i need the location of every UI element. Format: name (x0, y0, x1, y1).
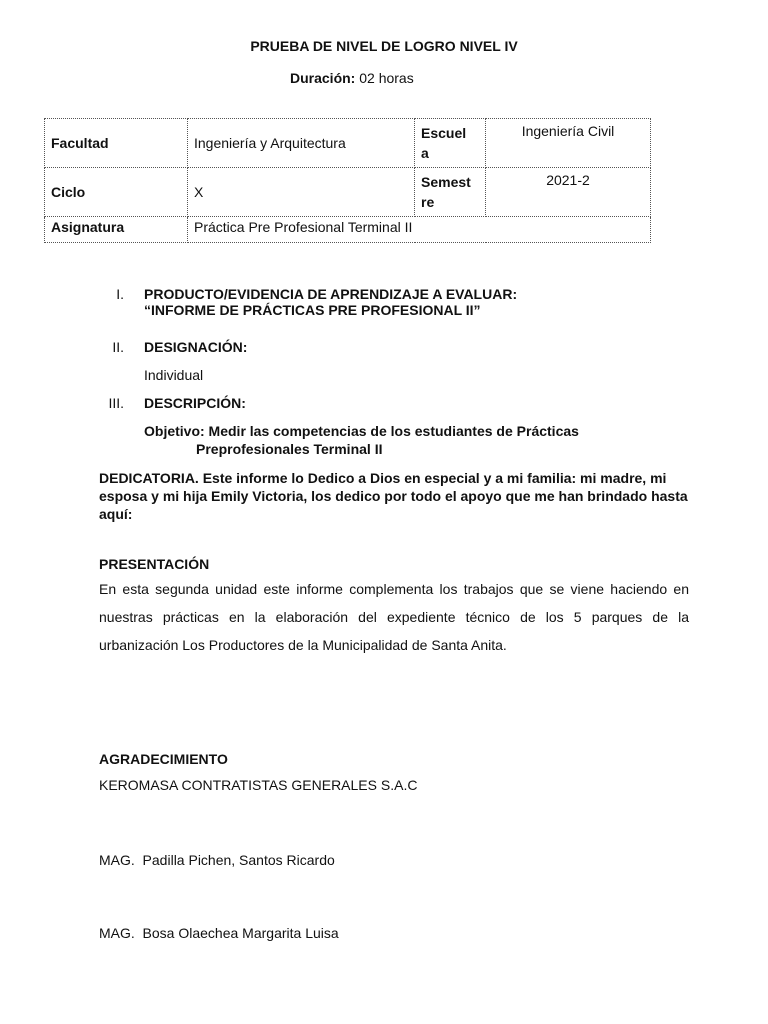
label-ciclo: Ciclo (45, 168, 188, 217)
value-ciclo: X (188, 168, 415, 217)
value-semestre: 2021-2 (486, 168, 651, 217)
presentation-heading: PRESENTACIÓN (99, 556, 210, 572)
value-escuela: Ingeniería Civil (486, 119, 651, 168)
value-facultad: Ingeniería y Arquitectura (188, 119, 415, 168)
objective-line-1: Objetivo: Medir las competencias de los estudiantes de Prácticas (144, 423, 579, 439)
table-row (45, 217, 651, 243)
section-2-number: II. (112, 339, 124, 355)
label-facultad: Facultad (45, 119, 188, 168)
course-info-table (44, 118, 651, 243)
section-1-number: I. (116, 286, 124, 302)
table-row (45, 119, 651, 168)
label-escuela: Escuel a (415, 119, 486, 168)
acknowledgement-company: KEROMASA CONTRATISTAS GENERALES S.A.C (99, 777, 418, 793)
table-row (45, 168, 651, 217)
duration-label: Duración: (290, 70, 356, 86)
section-1-subtitle: “INFORME DE PRÁCTICAS PRE PROFESIONAL II” (144, 302, 481, 318)
section-3-title: DESCRIPCIÓN: (144, 395, 246, 411)
acknowledgement-person-1: MAG. Padilla Pichen, Santos Ricardo (99, 852, 335, 868)
designation-value: Individual (144, 367, 204, 383)
dedication-paragraph: DEDICATORIA. Este informe lo Dedico a Dios en especial y a mi familia: mi madre, mi esposa y mi hija Emily Victoria, los dedico por todo el apoyo que me han brindado hasta aquí: (99, 470, 688, 522)
label-semestre: Semest re (415, 168, 486, 217)
section-2-title: DESIGNACIÓN: (144, 339, 248, 355)
acknowledgement-heading: AGRADECIMIENTO (99, 751, 228, 767)
label-asignatura: Asignatura (45, 217, 188, 243)
document-title: PRUEBA DE NIVEL DE LOGRO NIVEL IV (250, 38, 518, 54)
section-3-number: III. (108, 395, 124, 411)
objective-line-2: Preprofesionales Terminal II (196, 441, 383, 457)
presentation-paragraph: En esta segunda unidad este informe complementa los trabajos que se viene haciendo en nuestras prácticas en la elaboración del expediente técnico de los 5 parques de la urbanización Los Productores de la Municipalidad de Santa Anita. (99, 581, 689, 653)
duration-value: 02 horas (359, 70, 414, 86)
duration-line (290, 70, 414, 86)
acknowledgement-person-2: MAG. Bosa Olaechea Margarita Luisa (99, 925, 339, 941)
value-asignatura: Práctica Pre Profesional Terminal II (188, 217, 651, 243)
section-1-title: PRODUCTO/EVIDENCIA DE APRENDIZAJE A EVALUAR: (144, 286, 518, 302)
